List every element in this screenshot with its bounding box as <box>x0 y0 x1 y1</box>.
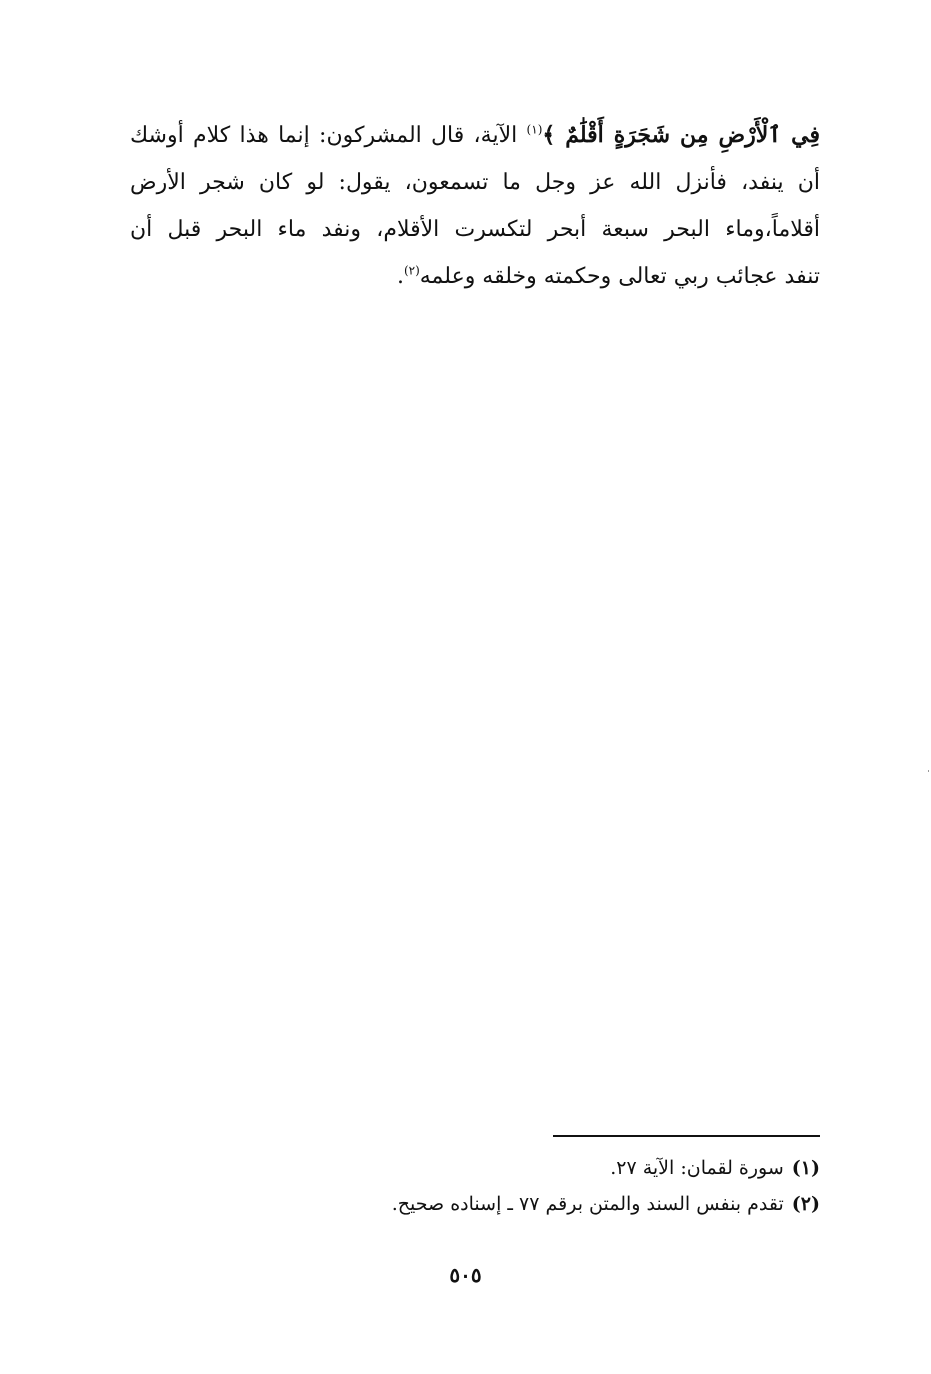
text-line <box>130 206 820 253</box>
main-text-block <box>130 112 820 300</box>
footnote-marker: (١) <box>526 122 543 137</box>
text-segment: . <box>396 264 404 289</box>
footnote-separator <box>553 1135 820 1137</box>
footnote-number: (٢) <box>791 1193 820 1215</box>
text-line <box>130 112 820 159</box>
footnotes-block <box>330 1150 820 1222</box>
footnote-number: (١) <box>791 1157 820 1179</box>
quran-quote: فِي ٱلْأَرْضِ مِن شَجَرَةٍ أَقْلَٰمٌ ﴾ <box>542 122 820 148</box>
text-line <box>130 253 820 300</box>
scan-speck <box>928 770 929 772</box>
text-segment: الآية، قال المشركون: إنما هذا كلام أوشك <box>130 123 527 148</box>
footnote-item <box>330 1186 820 1222</box>
footnote-text: تقدم بنفس السند والمتن برقم ٧٧ ـ إسناده صحيح. <box>391 1193 784 1215</box>
footnote-marker: (٢) <box>403 263 420 278</box>
text-segment: تنفد عجائب ربي تعالى وحكمته وخلقه وعلمه <box>419 264 820 289</box>
text-segment: أن ينفد، فأنزل الله عز وجل ما تسمعون، يقول: لو كان شجر الأرض <box>130 170 820 195</box>
text-line <box>130 159 820 206</box>
footnote-text: سورة لقمان: الآية ٢٧. <box>610 1157 784 1179</box>
page-number: ٥٠٥ <box>449 1263 482 1287</box>
text-segment: أقلاماً،وماء البحر سبعة أبحر لتكسرت الأقلام، ونفد ماء البحر قبل أن <box>130 217 820 242</box>
footnote-item <box>330 1150 820 1186</box>
